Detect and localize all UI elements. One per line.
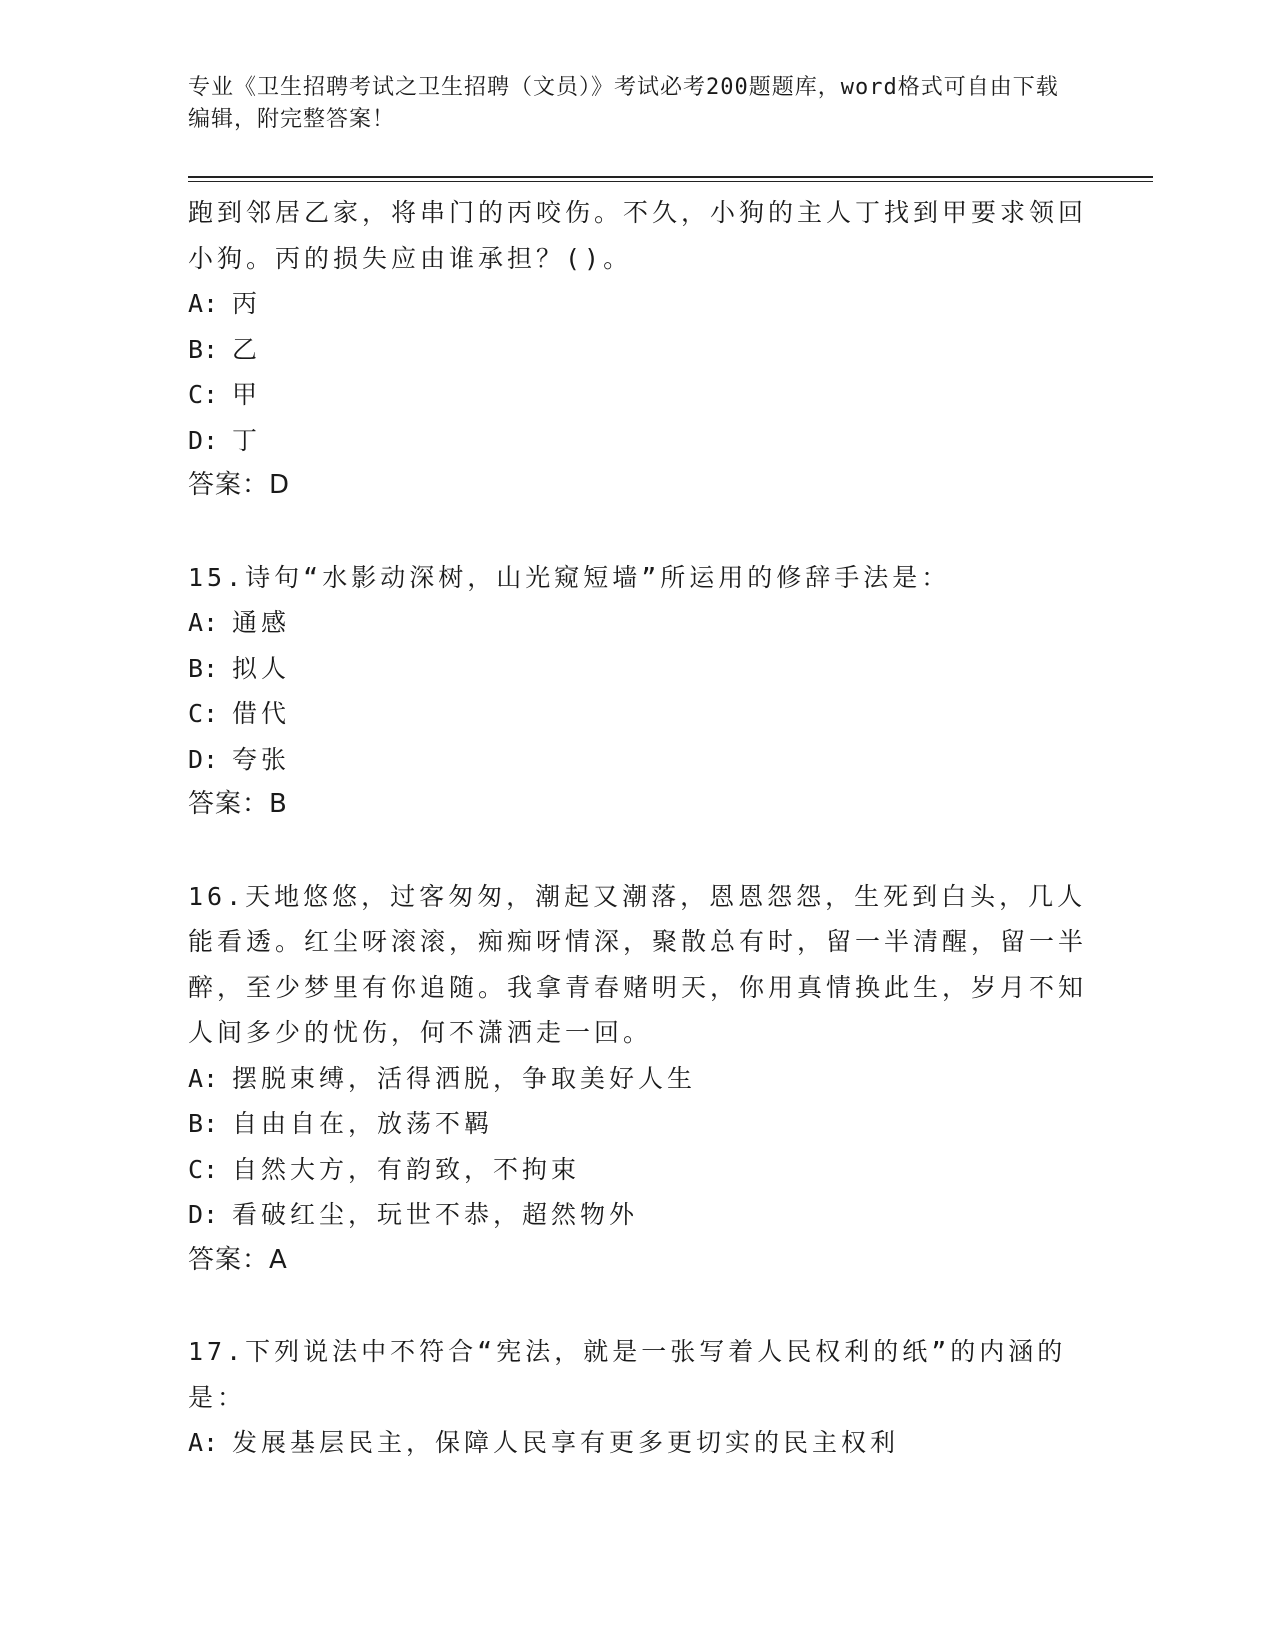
option-d: D: 看破红尘，玩世不恭，超然物外: [188, 1200, 639, 1229]
option-b: B: 乙: [188, 334, 262, 364]
question-14: [188, 190, 1088, 509]
option-d: D: 丁: [188, 425, 262, 455]
answer: 答案：A: [188, 1244, 288, 1275]
spacer: [188, 828, 1088, 874]
option-c: C: 自然大方，有韵致，不拘束: [188, 1154, 581, 1184]
option-c: C: 借代: [188, 699, 291, 728]
option-a: A: 发展基层民主，保障人民享有更多更切实的民主权利: [188, 1428, 900, 1457]
question-16: [188, 874, 1088, 1284]
question-15: [188, 555, 1088, 828]
spacer: [188, 1283, 1088, 1329]
question-text: 17.下列说法中不符合“宪法，就是一张写着人民权利的纸”的内涵的是：: [188, 1337, 1067, 1412]
document-header: 专业《卫生招聘考试之卫生招聘（文员）》考试必考200题题库，word格式可自由下载编辑，附完整答案！: [188, 75, 1059, 132]
header-rule-thin: [188, 181, 1153, 182]
spacer: [188, 509, 1088, 555]
answer: 答案：D: [188, 470, 291, 500]
question-list: [188, 190, 1088, 1466]
question-17: [188, 1329, 1088, 1466]
answer: 答案：B: [188, 789, 288, 819]
option-a: A: 丙: [188, 289, 262, 318]
question-text: 16.天地悠悠，过客匆匆，潮起又潮落，恩恩怨怨，生死到白头，几人能看透。红尘呀滚滚，痴痴呀情深，聚散总有时，留一半清醒，留一半醉，至少梦里有你追随。我拿青春赌明天，你用真情换此生，岁月不知人间多少的忧伤，何不潇洒走一回。: [188, 881, 1088, 1047]
question-text: 15.诗句“水影动深树，山光窥短墙”所运用的修辞手法是：: [188, 562, 951, 592]
header-rule-thick: [188, 176, 1153, 178]
option-a: A: 通感: [188, 608, 291, 637]
option-b: B: 自由自在，放荡不羁: [188, 1109, 494, 1138]
option-a: A: 摆脱束缚，活得洒脱，争取美好人生: [188, 1063, 697, 1093]
option-b: B: 拟人: [188, 653, 291, 683]
option-c: C: 甲: [188, 380, 262, 409]
option-d: D: 夸张: [188, 744, 291, 774]
question-text: 跑到邻居乙家，将串门的丙咬伤。不久，小狗的主人丁找到甲要求领回小狗。丙的损失应由谁承担？()。: [188, 198, 1088, 273]
